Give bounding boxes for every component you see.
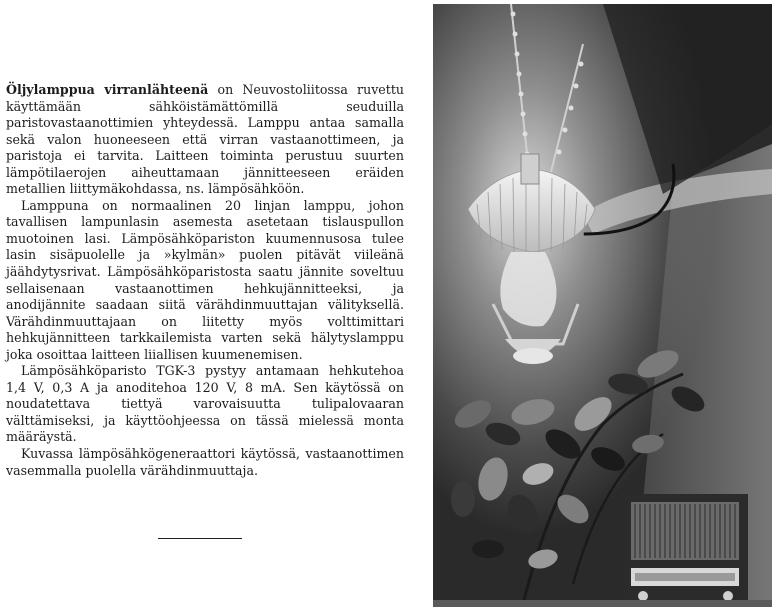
article-text [6, 82, 404, 479]
body-paragraph-2: Lamppuna on normaalinen 20 linjan lamppu, johon tavallisen lampunlasin asemesta asetetaan tislauspullon muotoinen lasi. Lämpösähköpariston kuumennusosa tulee lasin sisäpuolelle ja »kylmän» puolen pitävät viileänä jäähdytysrivat. Lämpösähköparistosta saatu jännite soveltuu sellaisenaan vastaanottimen hehkujännitteeksi, ja anodijännite saadaan siitä värähdinmuuttajan välityksellä. Värähdinmuuttajaan on liitetty myös volttimittari hehkujännitteen tarkkailemista varten sekä hälytyslamppu joka osoittaa laitteen liiallisen kuumenemisen. [6, 197, 404, 362]
lamp-photo [433, 4, 772, 607]
lead-text: on Neuvostoliitossa ruvettu käyttämään sähköistämättömillä seuduilla paristovastaanottimien yhteydessä. Lamppu antaa samalla sekä valon huoneeseen että virran vastaanottimeen, ja paristoja ei tarvita. Laitteen toiminta perustuu suurten lämpötilaerojen aiheuttamaan jännitteeseen eräiden metallien liittymäkohdassa, ns. lämpösähköön. [6, 82, 404, 197]
lead-heading: Öljylamppua virranlähteenä [6, 82, 209, 97]
photo-caption: Kuvassa lämpösähkögeneraattori käytössä, vastaanottimen vasemmalla puolella värähdinmuuttaja. [6, 446, 404, 478]
lead-paragraph [6, 82, 404, 198]
lamp-photo-illustration [433, 4, 772, 607]
end-rule [158, 538, 242, 539]
body-paragraph-3: Lämpösähköparisto TGK-3 pystyy antamaan hehkutehoa 1,4 V, 0,3 A ja anoditehoa 120 V, 8 mA. Sen käytössä on noudatettava tiettyä varovaisuutta tulipalovaaran välttämiseksi, ja käyttöohjeessa on tässä mielessä monta määräystä. [6, 363, 404, 445]
radio-receiver [623, 494, 748, 607]
